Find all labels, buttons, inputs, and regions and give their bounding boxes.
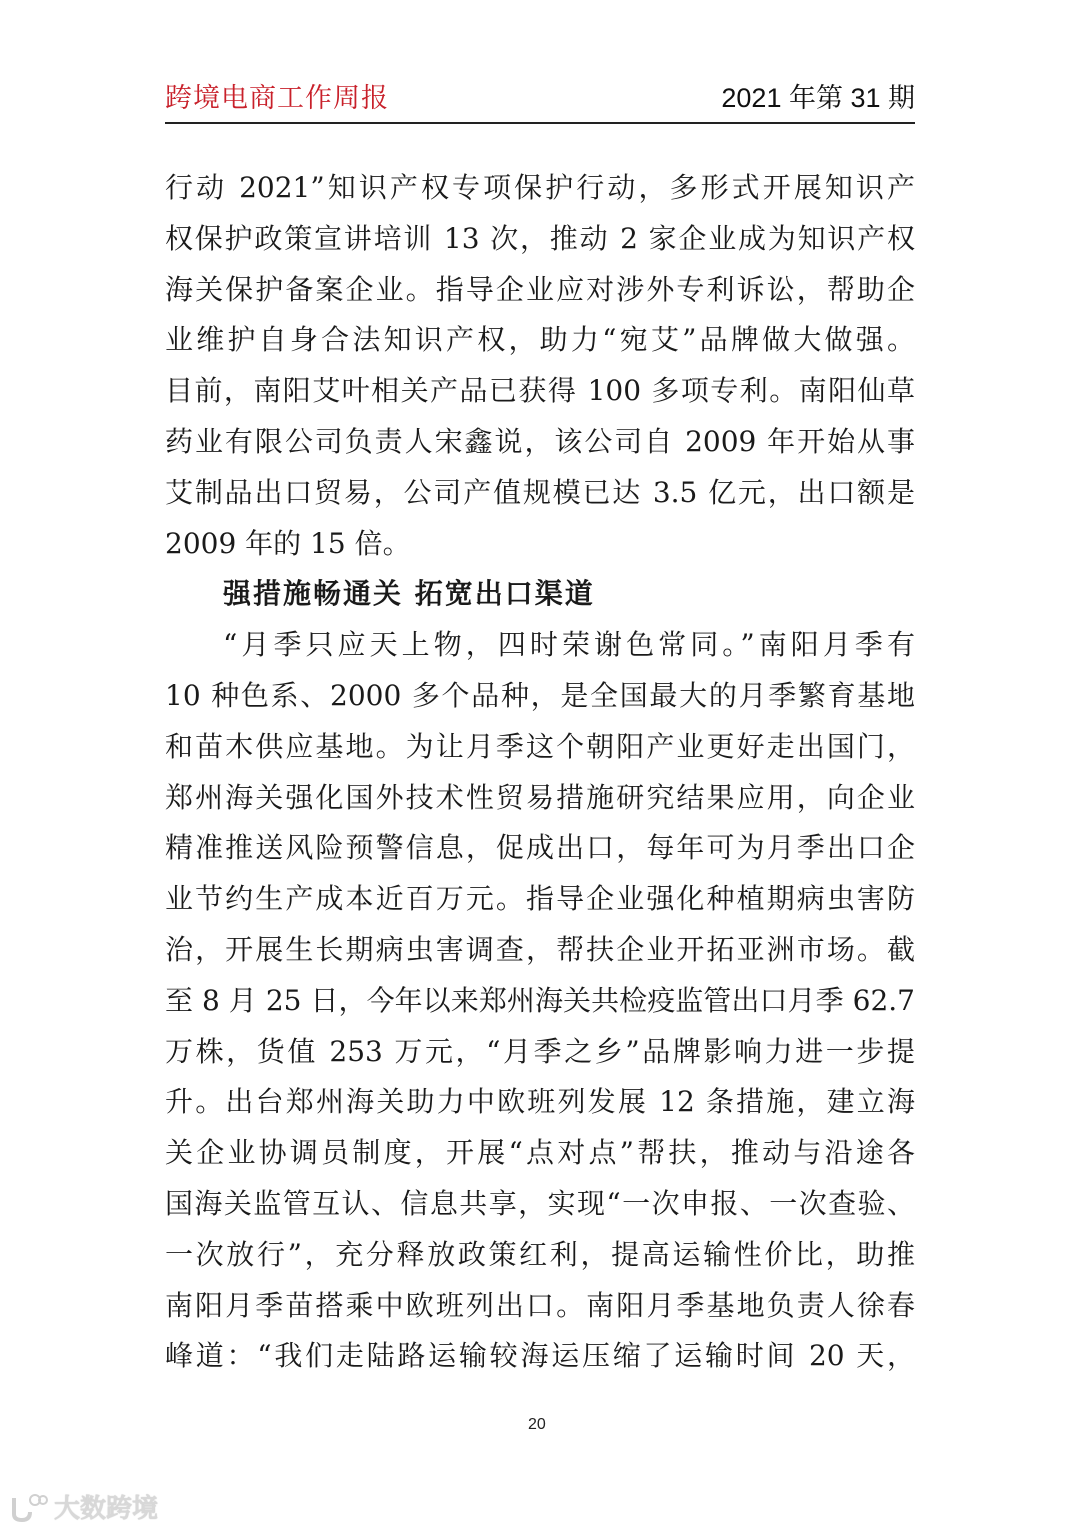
text-line: 精准推送风险预警信息，促成出口，每年可为月季出口企 [165,831,915,865]
text-line: 权保护政策宣讲培训 13 次，推动 2 家企业成为知识产权 [165,221,915,255]
text-line: 10 种色系、2000 多个品种，是全国最大的月季繁育基地 [165,678,915,712]
text-line: 治，开展生长期病虫害调查，帮扶企业开拓亚洲市场。截 [165,932,915,966]
text-line: 2009 年的 15 倍。 [165,526,411,560]
text-line: “月季只应天上物，四时荣谢色常同。”南阳月季有 [223,628,915,662]
text-line: 药业有限公司负责人宋鑫说，该公司自 2009 年开始从事 [165,424,915,458]
text-line: 和苗木供应基地。为让月季这个朝阳产业更好走出国门， [165,729,915,763]
text-line: 南阳月季苗搭乘中欧班列出口。南阳月季基地负责人徐春 [165,1288,915,1322]
watermark-logo-icon [8,1492,48,1522]
text-line: 升。出台郑州海关助力中欧班列发展 12 条措施，建立海 [165,1085,915,1119]
text-line: 关企业协调员制度，开展“点对点”帮扶，推动与沿途各 [165,1136,915,1170]
article-body [165,163,915,1382]
header-divider [165,122,915,124]
page-number: 20 [528,1416,546,1433]
text-line: 业维护自身合法知识产权，助力“宛艾”品牌做大做强。 [165,323,915,357]
watermark-text: 大数跨境 [54,1493,159,1523]
text-line: 业节约生产成本近百万元。指导企业强化种植期病虫害防 [165,882,915,916]
text-line: 目前，南阳艾叶相关产品已获得 100 多项专利。南阳仙草 [165,374,915,408]
text-line: 峰道：“我们走陆路运输较海运压缩了运输时间 20 天， [165,1339,915,1373]
text-line: 艾制品出口贸易，公司产值规模已达 3.5 亿元，出口额是 [165,475,915,509]
publication-title: 跨境电商工作周报 [165,83,389,113]
text-line: 万株，货值 253 万元，“月季之乡”品牌影响力进一步提 [165,1034,915,1068]
text-line: 海关保护备案企业。指导企业应对涉外专利诉讼，帮助企 [165,272,915,306]
section-heading: 强措施畅通关 拓宽出口渠道 [223,577,595,611]
text-line: 行动 2021”知识产权专项保护行动，多形式开展知识产 [165,171,915,204]
text-line: 至 8 月 25 日，今年以来郑州海关共检疫监管出口月季 62.7 [165,983,915,1017]
issue-number: 2021 年第 31 期 [721,83,915,113]
text-line: 一次放行”，充分释放政策红利，提高运输性价比，助推 [165,1237,915,1271]
text-line: 国海关监管互认、信息共享，实现“一次申报、一次查验、 [165,1186,915,1220]
text-line: 郑州海关强化国外技术性贸易措施研究结果应用，向企业 [165,780,915,814]
watermark [8,1488,158,1525]
